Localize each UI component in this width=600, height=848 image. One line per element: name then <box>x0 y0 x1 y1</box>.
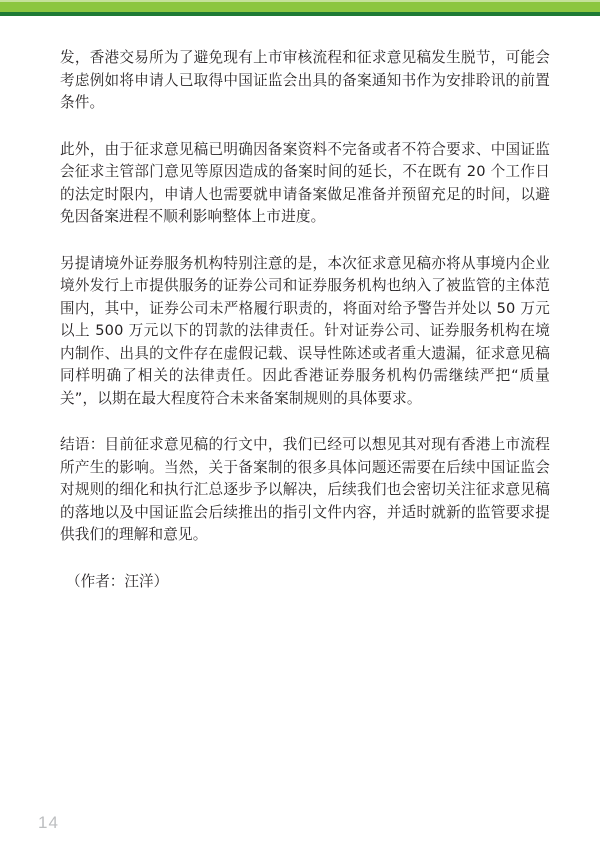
author-line: （作者：汪洋） <box>66 572 169 590</box>
article-body <box>60 47 550 593</box>
paragraph-conclusion: 结语：目前征求意见稿的行文中，我们已经可以想见其对现有香港上市流程所产生的影响。当然，关于备案制的很多具体问题还需要在后续中国证监会对规则的细化和执行汇总逐步予以解决，后续我们也会密切关注征求意见稿的落地以及中国证监会后续推出的指引文件内容，并适时就新的监管要求提供我们的理解和意见。 <box>60 436 550 543</box>
header-accent-bar <box>0 0 600 16</box>
paragraph-listing-process: 发，香港交易所为了避免现有上市审核流程和征求意见稿发生脱节，可能会考虑例如将申请人已取得中国证监会出具的备案通知书作为安排聆讯的前置条件。 <box>60 49 550 111</box>
page-number: 14 <box>38 813 59 832</box>
paragraph-filing-timeline: 此外，由于征求意见稿已明确因备案资料不完备或者不符合要求、中国证监会征求主管部门意见等原因造成的备案时间的延长，不在既有 20 个工作日的法定时限内，申请人也需要就申请备案做足准备并预留充足的时间，以避免因备案进程不顺利影响整体上市进度。 <box>60 140 550 225</box>
paragraph-securities-firms-liability: 另提请境外证券服务机构特别注意的是，本次征求意见稿亦将从事境内企业境外发行上市提供服务的证券公司和证券服务机构也纳入了被监管的主体范围内，其中，证券公司未严格履行职责的，将面对给予警告并处以 50 万元以上 500 万元以下的罚款的法律责任。针对证券公司、证券服务机构在境内制作、出具的文件存在虚假记载、误导性陈述或者重大遗漏，征求意见稿同样明确了相关的法律责任。因此香港证券服务机构仍需继续严把“质量关”，以期在最大程度符合未来备案制规则的具体要求。 <box>60 254 550 407</box>
